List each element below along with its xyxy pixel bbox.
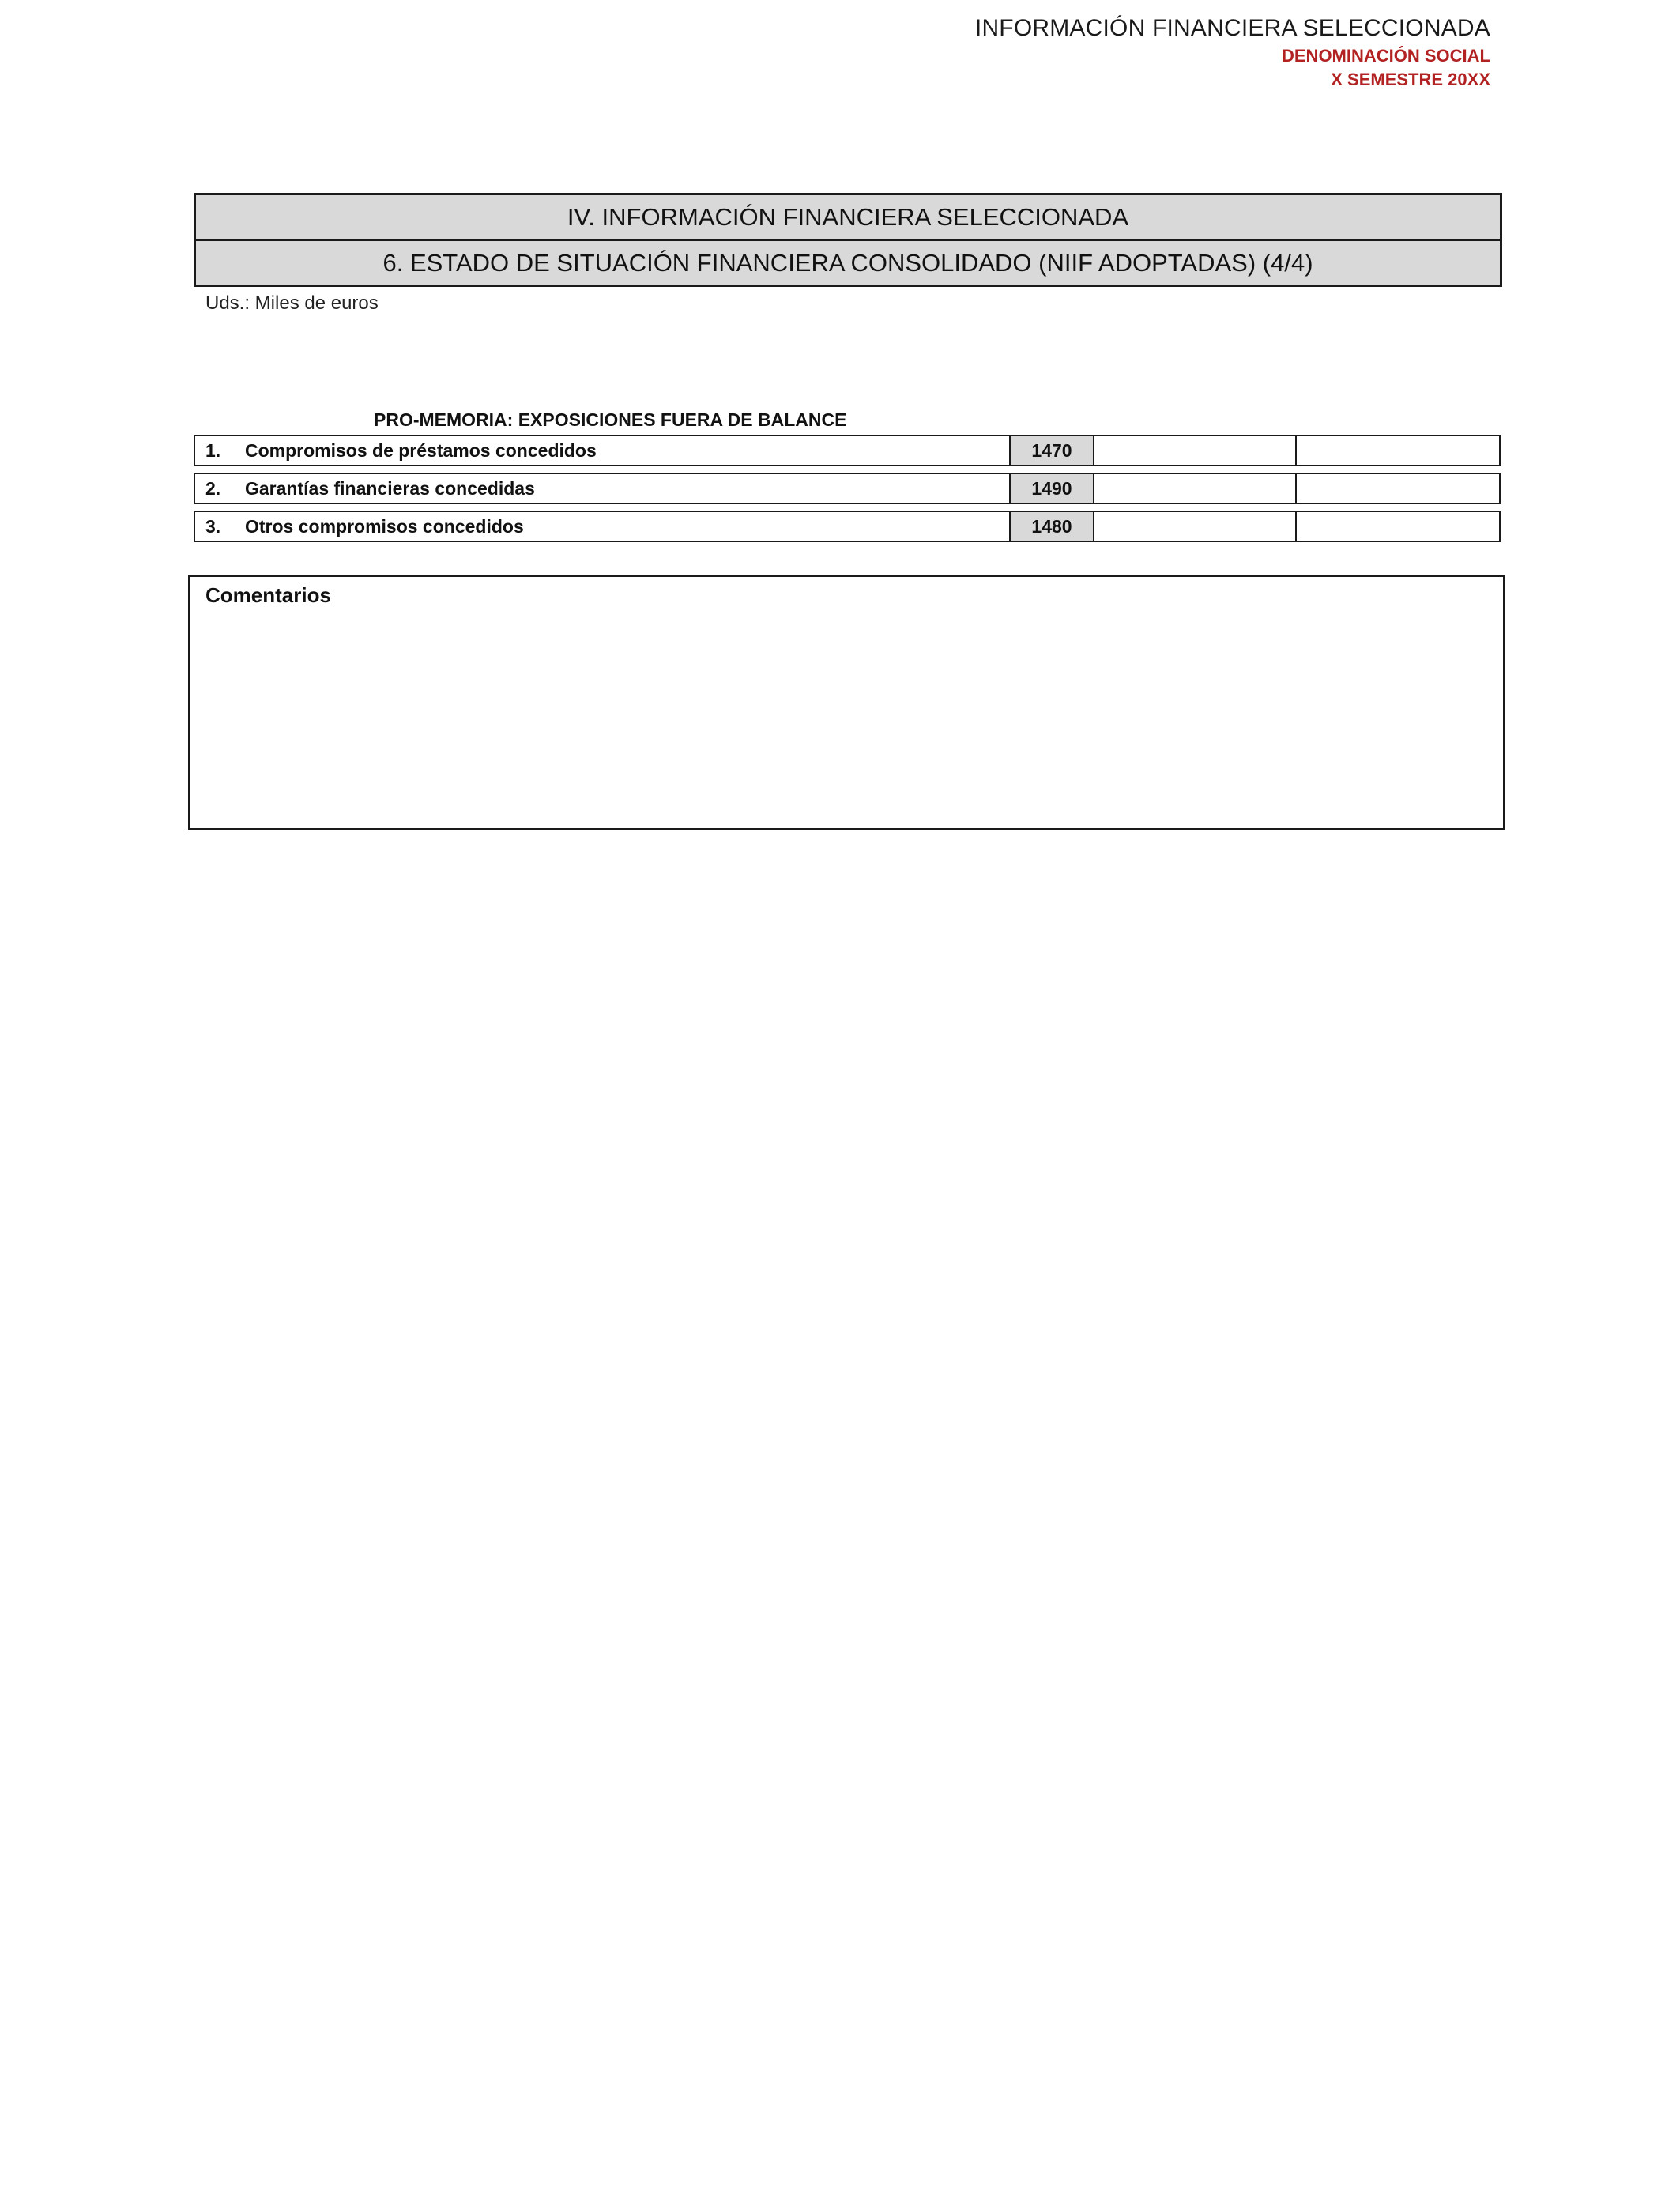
value-cell-previous[interactable] <box>1297 436 1499 465</box>
row-code: 1480 <box>1009 512 1094 541</box>
table-row <box>194 511 1501 542</box>
row-label: Garantías financieras concedidas <box>245 478 535 499</box>
value-cell-current[interactable] <box>1094 512 1297 541</box>
header-title: INFORMACIÓN FINANCIERA SELECCIONADA <box>974 15 1490 41</box>
row-label: Compromisos de préstamos concedidos <box>245 440 597 461</box>
section-title-box <box>194 193 1502 287</box>
row-number: 3. <box>205 516 221 537</box>
row-number: 1. <box>205 440 221 461</box>
document-header <box>975 13 1490 92</box>
value-cell-previous[interactable] <box>1297 474 1499 503</box>
row-number: 2. <box>205 478 221 499</box>
memo-heading: PRO-MEMORIA: EXPOSICIONES FUERA DE BALANCE <box>374 409 847 430</box>
row-code: 1490 <box>1009 474 1094 503</box>
comments-label: Comentarios <box>205 583 331 607</box>
period-label: X SEMESTRE 20XX <box>1331 70 1490 89</box>
table-row <box>194 473 1501 504</box>
units-label: Uds.: Miles de euros <box>205 292 379 314</box>
row-label: Otros compromisos concedidos <box>245 516 524 537</box>
section-title: IV. INFORMACIÓN FINANCIERA SELECCIONADA <box>567 203 1129 231</box>
value-cell-previous[interactable] <box>1297 512 1499 541</box>
row-code: 1470 <box>1009 436 1094 465</box>
memo-table <box>194 435 1501 548</box>
subsection-title: 6. ESTADO DE SITUACIÓN FINANCIERA CONSOLIDADO (NIIF ADOPTADAS) (4/4) <box>196 239 1500 285</box>
comments-box[interactable] <box>188 575 1505 830</box>
value-cell-current[interactable] <box>1094 436 1297 465</box>
value-cell-current[interactable] <box>1094 474 1297 503</box>
company-name: DENOMINACIÓN SOCIAL <box>1282 46 1490 66</box>
table-row <box>194 435 1501 466</box>
